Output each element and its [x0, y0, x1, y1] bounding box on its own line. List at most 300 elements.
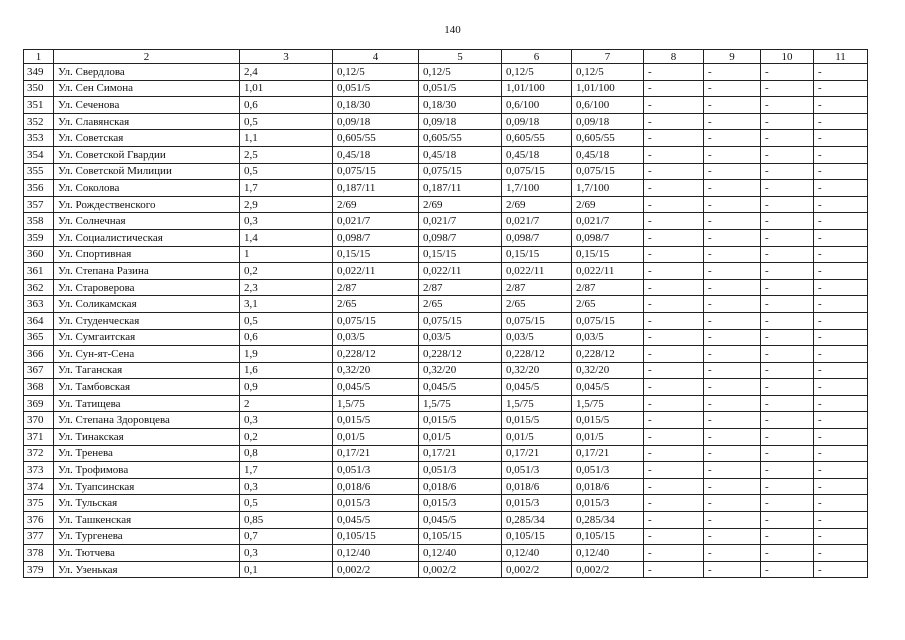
row-number-cell: 378	[24, 545, 54, 562]
table-cell: -	[761, 528, 814, 545]
row-number-cell: 366	[24, 346, 54, 363]
table-cell: -	[704, 528, 761, 545]
table-cell: -	[704, 229, 761, 246]
table-cell: -	[644, 80, 704, 97]
table-row	[24, 462, 868, 479]
table-row	[24, 528, 868, 545]
table-cell: 0,09/18	[419, 113, 502, 130]
column-header: 11	[814, 50, 868, 64]
table-cell: 0,075/15	[502, 312, 572, 329]
table-cell: -	[644, 512, 704, 529]
street-name-cell: Ул. Тренева	[54, 445, 240, 462]
table-cell: -	[761, 130, 814, 147]
table-cell: 0,021/7	[333, 213, 419, 230]
table-cell: 0,018/6	[502, 478, 572, 495]
table-cell: 2/65	[333, 296, 419, 313]
table-cell: -	[704, 180, 761, 197]
table-cell: 0,015/3	[333, 495, 419, 512]
table-cell: 0,45/18	[333, 146, 419, 163]
table-cell: 0,051/3	[572, 462, 644, 479]
column-header: 8	[644, 50, 704, 64]
table-cell: 0,45/18	[502, 146, 572, 163]
table-row	[24, 296, 868, 313]
table-row	[24, 395, 868, 412]
table-cell: 0,187/11	[333, 180, 419, 197]
table-cell: 0,09/18	[502, 113, 572, 130]
table-row	[24, 97, 868, 114]
table-cell: 0,03/5	[502, 329, 572, 346]
table-cell: 0,17/21	[572, 445, 644, 462]
table-cell: -	[814, 478, 868, 495]
table-cell: 1,9	[240, 346, 333, 363]
table-cell: -	[704, 462, 761, 479]
table-cell: -	[644, 395, 704, 412]
table-cell: 0,3	[240, 545, 333, 562]
street-name-cell: Ул. Туапсинская	[54, 478, 240, 495]
table-row	[24, 429, 868, 446]
table-cell: 0,15/15	[333, 246, 419, 263]
table-cell: -	[644, 163, 704, 180]
row-number-cell: 379	[24, 561, 54, 578]
table-row	[24, 478, 868, 495]
table-cell: -	[761, 64, 814, 81]
table-cell: 0,051/3	[419, 462, 502, 479]
table-cell: 1	[240, 246, 333, 263]
table-cell: -	[814, 346, 868, 363]
table-cell: -	[761, 429, 814, 446]
street-name-cell: Ул. Ташкенская	[54, 512, 240, 529]
table-cell: 0,32/20	[502, 362, 572, 379]
table-row	[24, 495, 868, 512]
table-cell: 0,12/5	[333, 64, 419, 81]
table-cell: 0,5	[240, 113, 333, 130]
table-cell: 0,075/15	[502, 163, 572, 180]
table-cell: -	[704, 130, 761, 147]
table-cell: 2/87	[333, 279, 419, 296]
street-name-cell: Ул. Свердлова	[54, 64, 240, 81]
table-cell: -	[814, 180, 868, 197]
table-cell: 0,9	[240, 379, 333, 396]
table-cell: -	[814, 80, 868, 97]
table-row	[24, 346, 868, 363]
table-cell: -	[814, 462, 868, 479]
table-cell: -	[704, 296, 761, 313]
table-cell: -	[644, 346, 704, 363]
street-name-cell: Ул. Рождественского	[54, 196, 240, 213]
table-row	[24, 512, 868, 529]
table-row	[24, 113, 868, 130]
table-cell: 0,075/15	[419, 163, 502, 180]
table-cell: 0,12/40	[502, 545, 572, 562]
table-cell: -	[761, 296, 814, 313]
street-name-cell: Ул. Татищева	[54, 395, 240, 412]
street-name-cell: Ул. Сумгаитская	[54, 329, 240, 346]
table-cell: 0,051/5	[333, 80, 419, 97]
table-cell: 1,01/100	[572, 80, 644, 97]
table-cell: 0,1	[240, 561, 333, 578]
column-header: 6	[502, 50, 572, 64]
table-cell: 0,12/40	[333, 545, 419, 562]
table-row	[24, 412, 868, 429]
table-cell: 0,015/5	[419, 412, 502, 429]
table-cell: 0,32/20	[333, 362, 419, 379]
row-number-cell: 376	[24, 512, 54, 529]
row-number-cell: 364	[24, 312, 54, 329]
table-cell: 0,09/18	[333, 113, 419, 130]
table-cell: 0,18/30	[333, 97, 419, 114]
table-cell: -	[704, 346, 761, 363]
table-cell: 0,15/15	[419, 246, 502, 263]
row-number-cell: 372	[24, 445, 54, 462]
table-cell: -	[704, 213, 761, 230]
table-cell: 0,12/40	[419, 545, 502, 562]
street-name-cell: Ул. Староверова	[54, 279, 240, 296]
table-cell: -	[704, 97, 761, 114]
table-cell: 0,12/5	[502, 64, 572, 81]
table-cell: 0,021/7	[419, 213, 502, 230]
table-cell: -	[761, 146, 814, 163]
row-number-cell: 358	[24, 213, 54, 230]
street-name-cell: Ул. Тютчева	[54, 545, 240, 562]
table-cell: 0,6/100	[502, 97, 572, 114]
table-cell: 0,5	[240, 312, 333, 329]
street-name-cell: Ул. Спортивная	[54, 246, 240, 263]
table-cell: -	[644, 561, 704, 578]
table-cell: 1,5/75	[333, 395, 419, 412]
table-cell: 0,45/18	[419, 146, 502, 163]
table-cell: -	[704, 512, 761, 529]
table-cell: 0,075/15	[333, 163, 419, 180]
table-cell: -	[761, 495, 814, 512]
table-cell: -	[761, 362, 814, 379]
table-cell: -	[704, 329, 761, 346]
table-cell: 0,105/15	[502, 528, 572, 545]
table-cell: 0,075/15	[572, 312, 644, 329]
table-cell: 0,098/7	[572, 229, 644, 246]
street-name-cell: Ул. Степана Здоровцева	[54, 412, 240, 429]
table-cell: -	[761, 263, 814, 280]
street-name-cell: Ул. Узенькая	[54, 561, 240, 578]
table-row	[24, 196, 868, 213]
table-cell: 0,12/40	[572, 545, 644, 562]
table-cell: -	[814, 329, 868, 346]
table-cell: 0,03/5	[333, 329, 419, 346]
table-cell: 0,045/5	[419, 379, 502, 396]
table-cell: -	[761, 229, 814, 246]
row-number-cell: 367	[24, 362, 54, 379]
table-row	[24, 229, 868, 246]
table-row	[24, 312, 868, 329]
table-cell: -	[704, 395, 761, 412]
street-name-cell: Ул. Тинакская	[54, 429, 240, 446]
table-cell: -	[814, 296, 868, 313]
table-cell: 0,018/6	[572, 478, 644, 495]
table-cell: 1,5/75	[572, 395, 644, 412]
table-cell: 0,12/5	[419, 64, 502, 81]
table-cell: -	[704, 64, 761, 81]
table-cell: 1,1	[240, 130, 333, 147]
table-cell: 0,605/55	[419, 130, 502, 147]
table-row	[24, 545, 868, 562]
table-cell: 0,015/5	[572, 412, 644, 429]
table-cell: -	[761, 279, 814, 296]
street-name-cell: Ул. Тамбовская	[54, 379, 240, 396]
table-cell: -	[761, 561, 814, 578]
table-row	[24, 379, 868, 396]
table-cell: 1,5/75	[502, 395, 572, 412]
table-cell: -	[704, 545, 761, 562]
table-cell: 1,7/100	[572, 180, 644, 197]
table-cell: -	[814, 279, 868, 296]
table-cell: 1,7/100	[502, 180, 572, 197]
street-name-cell: Ул. Солнечная	[54, 213, 240, 230]
table-cell: 0,051/3	[333, 462, 419, 479]
table-cell: 1,7	[240, 462, 333, 479]
table-row	[24, 329, 868, 346]
table-cell: 0,17/21	[502, 445, 572, 462]
row-number-cell: 363	[24, 296, 54, 313]
table-cell: 0,002/2	[572, 561, 644, 578]
table-cell: -	[704, 561, 761, 578]
table-cell: 0,09/18	[572, 113, 644, 130]
table-cell: -	[704, 445, 761, 462]
table-cell: 0,18/30	[419, 97, 502, 114]
table-cell: 2	[240, 395, 333, 412]
table-cell: 1,4	[240, 229, 333, 246]
table-cell: -	[814, 395, 868, 412]
page-number: 140	[444, 24, 461, 36]
table-cell: -	[704, 196, 761, 213]
street-name-cell: Ул. Соколова	[54, 180, 240, 197]
table-cell: 0,01/5	[502, 429, 572, 446]
table-cell: -	[814, 528, 868, 545]
column-header: 2	[54, 50, 240, 64]
table-cell: 0,021/7	[572, 213, 644, 230]
column-header: 4	[333, 50, 419, 64]
table-cell: -	[761, 412, 814, 429]
table-cell: 0,018/6	[419, 478, 502, 495]
table-cell: 0,015/3	[502, 495, 572, 512]
table-cell: -	[644, 429, 704, 446]
row-number-cell: 354	[24, 146, 54, 163]
table-cell: 1,7	[240, 180, 333, 197]
table-cell: -	[761, 312, 814, 329]
table-cell: 2/65	[572, 296, 644, 313]
table-cell: 2/87	[572, 279, 644, 296]
column-header: 7	[572, 50, 644, 64]
table-cell: 0,051/5	[419, 80, 502, 97]
table-cell: -	[761, 80, 814, 97]
header-row	[24, 50, 868, 64]
table-header	[24, 50, 868, 64]
table-cell: 2/87	[502, 279, 572, 296]
table-cell: -	[704, 429, 761, 446]
table-cell: -	[761, 512, 814, 529]
table-cell: -	[644, 528, 704, 545]
street-name-cell: Ул. Тульская	[54, 495, 240, 512]
table-cell: -	[644, 545, 704, 562]
table-cell: 0,605/55	[502, 130, 572, 147]
table-cell: 0,17/21	[333, 445, 419, 462]
table-cell: -	[704, 279, 761, 296]
table-cell: -	[814, 246, 868, 263]
table-cell: -	[644, 263, 704, 280]
table-body	[24, 64, 868, 578]
table-cell: -	[761, 180, 814, 197]
table-cell: 0,3	[240, 213, 333, 230]
street-name-cell: Ул. Славянская	[54, 113, 240, 130]
table-cell: 0,01/5	[572, 429, 644, 446]
table-cell: -	[761, 395, 814, 412]
table-cell: -	[761, 329, 814, 346]
table-cell: -	[814, 130, 868, 147]
table-cell: -	[814, 196, 868, 213]
table-cell: -	[814, 445, 868, 462]
table-cell: -	[814, 561, 868, 578]
table-cell: 0,15/15	[502, 246, 572, 263]
table-cell: -	[644, 329, 704, 346]
table-cell: 2,3	[240, 279, 333, 296]
table-row	[24, 163, 868, 180]
table-cell: -	[814, 263, 868, 280]
table-cell: 1,5/75	[419, 395, 502, 412]
table-cell: -	[644, 213, 704, 230]
table-cell: 0,45/18	[572, 146, 644, 163]
street-name-cell: Ул. Советской Гвардии	[54, 146, 240, 163]
table-cell: -	[644, 462, 704, 479]
table-cell: -	[814, 97, 868, 114]
street-name-cell: Ул. Социалистическая	[54, 229, 240, 246]
table-cell: 0,8	[240, 445, 333, 462]
table-cell: 2/65	[502, 296, 572, 313]
table-cell: -	[814, 64, 868, 81]
table-cell: -	[644, 412, 704, 429]
table-cell: -	[704, 146, 761, 163]
table-cell: -	[814, 146, 868, 163]
row-number-cell: 365	[24, 329, 54, 346]
table-cell: 0,002/2	[419, 561, 502, 578]
table-cell: -	[814, 229, 868, 246]
table-cell: -	[704, 412, 761, 429]
table-cell: -	[761, 445, 814, 462]
table-cell: 1,01	[240, 80, 333, 97]
table-cell: -	[644, 296, 704, 313]
table-cell: -	[644, 495, 704, 512]
table-cell: 1,6	[240, 362, 333, 379]
table-row	[24, 64, 868, 81]
table-cell: 2/69	[572, 196, 644, 213]
table-cell: 0,075/15	[333, 312, 419, 329]
table-cell: 1,01/100	[502, 80, 572, 97]
table-cell: 0,6/100	[572, 97, 644, 114]
row-number-cell: 349	[24, 64, 54, 81]
table-cell: -	[704, 312, 761, 329]
table-cell: -	[761, 163, 814, 180]
table-cell: 0,285/34	[502, 512, 572, 529]
table-cell: -	[704, 379, 761, 396]
table-cell: 0,228/12	[419, 346, 502, 363]
table-cell: -	[761, 213, 814, 230]
table-cell: 0,022/11	[502, 263, 572, 280]
table-row	[24, 213, 868, 230]
street-name-cell: Ул. Тургенева	[54, 528, 240, 545]
table-cell: 0,15/15	[572, 246, 644, 263]
table-cell: -	[814, 495, 868, 512]
row-number-cell: 353	[24, 130, 54, 147]
table-cell: 0,021/7	[502, 213, 572, 230]
column-header: 5	[419, 50, 502, 64]
table-cell: -	[644, 478, 704, 495]
table-cell: -	[761, 478, 814, 495]
table-cell: 2,4	[240, 64, 333, 81]
row-number-cell: 371	[24, 429, 54, 446]
street-name-cell: Ул. Сеченова	[54, 97, 240, 114]
street-name-cell: Ул. Сен Симона	[54, 80, 240, 97]
table-cell: -	[704, 163, 761, 180]
table-cell: 0,85	[240, 512, 333, 529]
table-cell: -	[644, 180, 704, 197]
table-cell: -	[761, 379, 814, 396]
table-cell: -	[814, 429, 868, 446]
table-cell: 0,015/3	[419, 495, 502, 512]
table-cell: 0,2	[240, 263, 333, 280]
street-name-cell: Ул. Трофимова	[54, 462, 240, 479]
row-number-cell: 370	[24, 412, 54, 429]
table-cell: -	[814, 412, 868, 429]
table-cell: -	[704, 478, 761, 495]
column-header: 1	[24, 50, 54, 64]
table-cell: 0,605/55	[572, 130, 644, 147]
table-cell: 0,7	[240, 528, 333, 545]
column-header: 9	[704, 50, 761, 64]
street-name-cell: Ул. Студенческая	[54, 312, 240, 329]
row-number-cell: 362	[24, 279, 54, 296]
table-cell: 0,17/21	[419, 445, 502, 462]
table-cell: 0,5	[240, 163, 333, 180]
row-number-cell: 369	[24, 395, 54, 412]
table-cell: 0,32/20	[419, 362, 502, 379]
street-data-table	[23, 49, 868, 578]
row-number-cell: 375	[24, 495, 54, 512]
table-cell: 0,03/5	[572, 329, 644, 346]
table-cell: 0,098/7	[502, 229, 572, 246]
table-cell: 0,32/20	[572, 362, 644, 379]
table-cell: 0,3	[240, 412, 333, 429]
table-cell: -	[761, 113, 814, 130]
row-number-cell: 360	[24, 246, 54, 263]
table-cell: -	[644, 130, 704, 147]
row-number-cell: 350	[24, 80, 54, 97]
table-cell: 0,098/7	[419, 229, 502, 246]
table-cell: 0,022/11	[333, 263, 419, 280]
table-cell: -	[704, 495, 761, 512]
table-cell: -	[704, 80, 761, 97]
table-cell: 0,018/6	[333, 478, 419, 495]
table-cell: 0,045/5	[419, 512, 502, 529]
table-cell: 0,075/15	[419, 312, 502, 329]
table-cell: -	[814, 312, 868, 329]
row-number-cell: 357	[24, 196, 54, 213]
row-number-cell: 359	[24, 229, 54, 246]
table-cell: -	[761, 545, 814, 562]
table-cell: -	[644, 279, 704, 296]
table-cell: 0,01/5	[333, 429, 419, 446]
table-cell: 0,075/15	[572, 163, 644, 180]
row-number-cell: 361	[24, 263, 54, 280]
row-number-cell: 351	[24, 97, 54, 114]
table-cell: 0,098/7	[333, 229, 419, 246]
street-name-cell: Ул. Советская	[54, 130, 240, 147]
